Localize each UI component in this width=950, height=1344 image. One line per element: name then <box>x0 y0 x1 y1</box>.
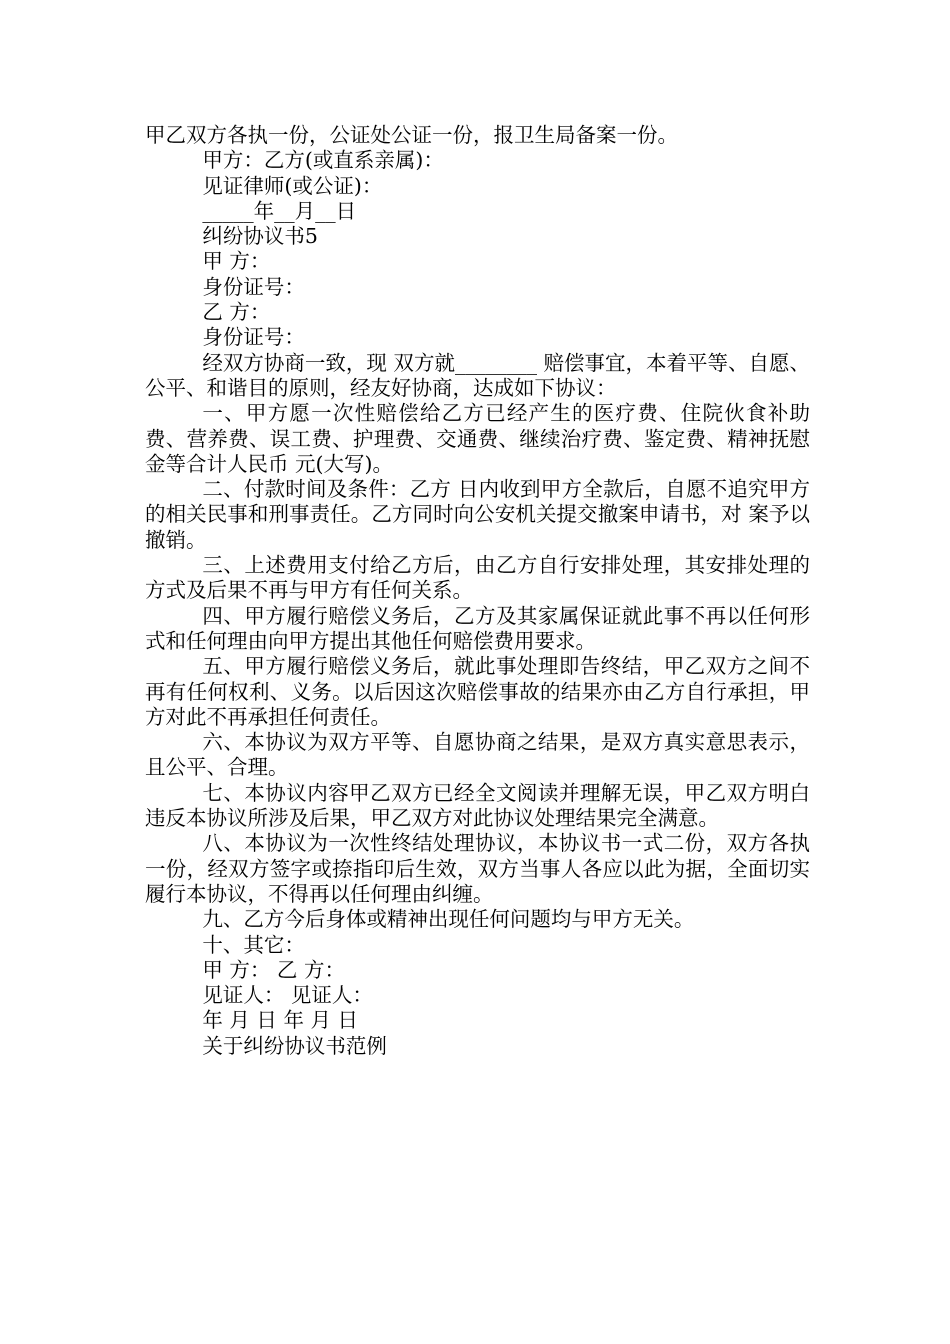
field-party-a-id: 身份证号： <box>202 274 305 299</box>
signature-witnesses: 见证人： 见证人： <box>202 983 373 1008</box>
clause-5: 五、甲方履行赔偿义务后，就此事处理即告终结，甲乙双方之间不再有任何权利、义务。以后因这次赔偿事故的结果亦由乙方自行承担，甲方对此不再承担任何责任。 <box>145 654 810 729</box>
clause-4: 四、甲方履行赔偿义务后，乙方及其家属保证就此事不再以任何形式和任何理由向甲方提出其他任何赔偿费用要求。 <box>145 603 810 653</box>
clause-3: 三、上述费用支付给乙方后，由乙方自行安排处理，其安排处理的方式及后果不再与甲方有任何关系。 <box>145 553 810 603</box>
signature-dates: 年 月 日 年 月 日 <box>202 1008 358 1033</box>
next-section-title: 关于纠纷协议书范例 <box>202 1033 387 1058</box>
clause-7: 七、本协议内容甲乙双方已经全文阅读并理解无误，甲乙双方明白违反本协议所涉及后果，甲乙双方对此协议处理结果完全满意。 <box>145 780 810 831</box>
field-party-a: 甲 方： <box>202 249 271 274</box>
clause-1: 一、甲方愿一次性赔偿给乙方已经产生的医疗费、住院伙食补助费、营养费、误工费、护理费、交通费、继续治疗费、鉴定费、精神抚慰金等合计人民币 元(大写)。 <box>145 401 810 476</box>
paragraph-copies-distribution: 甲乙双方各执一份，公证处公证一份，报卫生局备案一份。 <box>145 123 678 147</box>
paragraph-witness-lawyer: 见证律师(或公证)： <box>202 173 383 198</box>
paragraph-party-a-party-b: 甲方：乙方(或直系亲属)： <box>202 148 444 173</box>
field-party-b-id: 身份证号： <box>202 325 305 350</box>
clause-2: 二、付款时间及条件：乙方 日内收到甲方全款后，自愿不追究甲方的相关民事和刑事责任。乙方同时向公安机关提交撤案申请书，对 案予以撤销。 <box>145 477 810 552</box>
clause-8: 八、本协议为一次性终结处理协议，本协议书一式二份，双方各执一份，经双方签字或捺指印后生效，双方当事人各应以此为据，全面切实履行本协议，不得再以任何理由纠缠。 <box>145 831 810 906</box>
document-body <box>145 123 810 1059</box>
section-title: 纠纷协议书5 <box>202 224 318 249</box>
clause-6: 六、本协议为双方平等、自愿协商之结果，是双方真实意思表示，且公平、合理。 <box>145 730 810 780</box>
clause-10: 十、其它： <box>202 932 305 957</box>
signature-parties: 甲 方： 乙 方： <box>202 957 345 982</box>
paragraph-preamble: 经双方协商一致，现 双方就________ 赔偿事宜，本着平等、自愿、公平、和谐目的原则，经友好协商，达成如下协议： <box>145 350 810 400</box>
paragraph-date-blank: _____年__月__日 <box>202 198 357 223</box>
field-party-b: 乙 方： <box>202 300 271 325</box>
clause-9: 九、乙方今后身体或精神出现任何问题均与甲方无关。 <box>202 907 695 932</box>
